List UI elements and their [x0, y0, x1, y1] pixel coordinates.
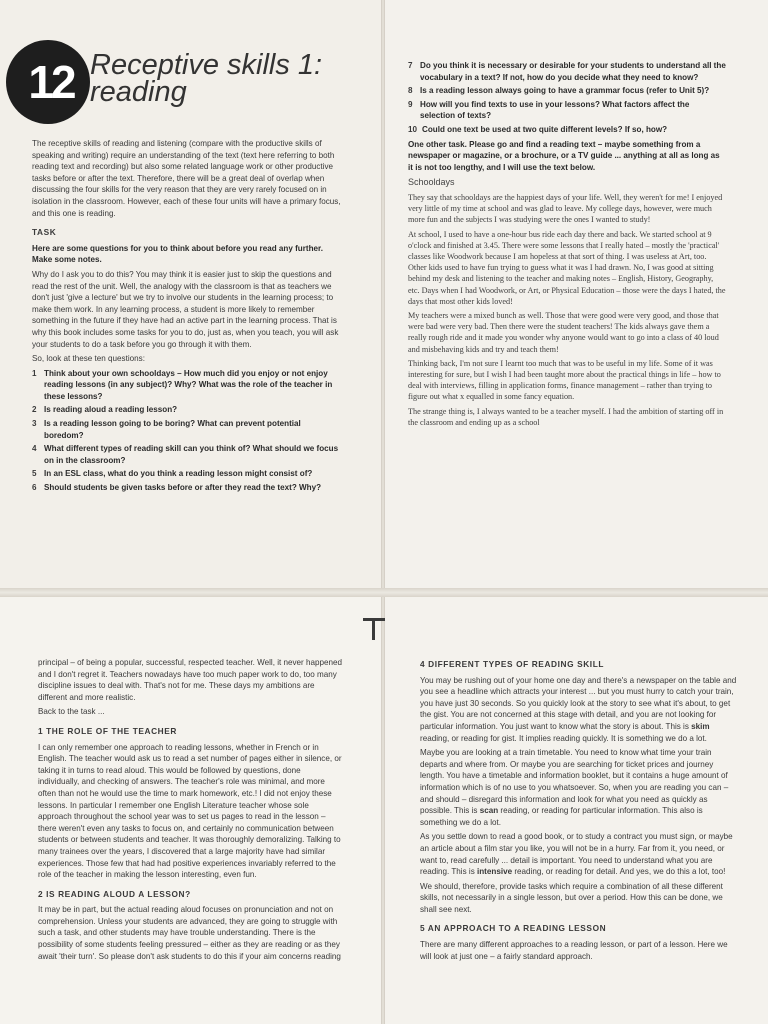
- chapter-title-line2: reading: [90, 76, 187, 108]
- schooldays-end: principal – of being a popular, successful, respected teacher. Well, it never happened and I don't regret it. Teachers nowadays have too much paper work to do, too many discipline issues to deal with. That's not for me. These days my ambitions are different and more realistic.: [38, 658, 343, 702]
- section-paragraph: We should, therefore, provide tasks which require a combination of all these different skills, not necessarily in a single lesson, but over a period. How this can be done, we shall see next.: [420, 881, 723, 914]
- page-bottom-right: [384, 595, 768, 1024]
- question-item: 4 What different types of reading skill can you think of? What should we focus on in the classroom?: [32, 444, 339, 465]
- question-item: 8 Is a reading lesson always going to have a grammar focus (refer to Unit 5)?: [408, 86, 710, 96]
- page-top-right: [384, 0, 768, 590]
- question-item: 1 Think about your own schooldays – How much did you enjoy or not enjoy reading lessons (in any subject)? Why? What was the role of the teacher in these lessons?: [32, 368, 333, 401]
- scan-page-divider: [0, 588, 768, 597]
- question-item: 3 Is a reading lesson going to be boring? What can prevent potential boredom?: [32, 419, 301, 440]
- task-paragraph: Why do I ask you to do this? You may think it is easier just to skip the questions and read the rest of the unit. Well, the analogy with the classroom is that as teachers we don't just 'give a lecture' but we try to involve our students in the learning process; to make them work. In any learning process, a student is more likely to remember something in the future if they have had an active part in the learning process. That is why this book includes some tasks for you to do, just as, when you teach, you will ask your students to do a task before you go through it with them.: [32, 269, 339, 349]
- chapter-title-line1: Receptive skills 1:: [90, 49, 323, 81]
- bl-body: [38, 657, 344, 965]
- section-paragraph: There are many different approaches to a reading lesson, or part of a lesson. Here we will look at just one – a fairly standard approach.: [420, 940, 728, 961]
- chapter-title: [90, 49, 323, 108]
- schooldays-paragraph: Thinking back, I'm not sure I learnt too much that was to be useful in my life. Some of it was interesting for sure, but I wish I had been taught more about the practical things in life – how to deal with interviews, filling in application forms, finance management – rather than trying to figure out what x equalled in some fancy equation.: [408, 358, 721, 402]
- section-heading-reading-aloud: 2 IS READING ALOUD A LESSON?: [38, 888, 191, 899]
- schooldays-title: Schooldays: [408, 177, 455, 188]
- page-top-left: [0, 0, 382, 590]
- intro-paragraph: The receptive skills of reading and listening (compare with the productive skills of speaking and writing) require an understanding of the text (text here referring to both reading text and recording) but also some related language work or other productive tasks before or after the text. Therefore, there will be a great deal of overlap when discussing the four skills for the very reason that they are very rarely focused on in isolation in the classroom. However, each of these four units will have a primary focus, and this one is reading.: [32, 139, 341, 218]
- schooldays-paragraph: The strange thing is, I always wanted to be a teacher myself. I had the ambition of starting off in the classroom and ending up as a school: [408, 406, 724, 427]
- question-item: 5 In an ESL class, what do you think a reading lesson might consist of?: [32, 469, 313, 479]
- schooldays-text: [408, 192, 726, 428]
- so-look-line: So, look at these ten questions:: [32, 354, 145, 364]
- intensive-paragraph: As you settle down to read a good book, or to study a contract you must sign, or maybe an article about a film star you like, you will not be in a hurry. Far from it, you need, or want to, read carefully ... detail is important. You need to understand what you are reading. This is intensive reading, or reading for detail. And yes, we do this a lot, too!: [420, 832, 733, 877]
- tl-body: [32, 138, 342, 496]
- section-paragraph: I can only remember one approach to reading lessons, whether in French or in English. The teacher would ask us to read a set number of pages either in silence, or taking it in turns to read aloud. This would be followed by questions, done individually, and checking of answers. The teacher's role was minimal, and more often than not he would use the time to mark homework, etc.! I did not enjoy these lessons. In particular I remember one English Literature teacher whose sole approach throughout the school year was to set us pages to read in the lesson – there weren't even any tasks to focus on, and certainly no communication between students or between students and teacher. It was thoroughly demoralizing. Talking to many trainees over the years, I discovered that a large majority have had similar experiences. Those few that had had positive experiences invariably referred to the role of the teacher in making the lesson interesting, even fun.: [38, 742, 342, 880]
- back-to-task: Back to the task ...: [38, 707, 105, 717]
- section-heading-approach: 5 AN APPROACH TO A READING LESSON: [420, 923, 607, 934]
- other-task: One other task. Please go and find a reading text – maybe something from a newspaper or magazine, or a brochure, or a TV guide ... anything at all as long as it is not too lengthy, and I will use the text below.: [408, 139, 720, 172]
- section-paragraph: It may be in part, but the actual reading aloud focuses on pronunciation and not on comprehension. Unless your students are advanced, they are going to struggle with such a task, and other students may have trouble understanding. There is the possibility of some students feeling pressured – either as they are reading or as they await 'their turn'. So please don't ask students to do this if your aim concerns reading: [38, 905, 341, 961]
- task-instruction: Here are some questions for you to think about before you read any further. Make some notes.: [32, 243, 323, 265]
- task-heading: TASK: [32, 227, 57, 238]
- scan-paragraph: Maybe you are looking at a train timetable. You need to know what time your train departs and where from. Or maybe you are searching for ticket prices and journey length. You have a timetable and information booklet, but it contains a huge amount of information which is of no use to you whatsoever. So, when you are reading you can – and should – disregard this information and look for what you need as quickly as possible. This is scan reading, or reading for particular information. This also is something we do a lot.: [420, 748, 729, 827]
- questions-list-1: [32, 368, 342, 494]
- schooldays-paragraph: They say that schooldays are the happiest days of your life. Well, they weren't for me! I enjoyed very little of my time at school and was glad to leave. My college days, however, were much more fun and the subjects I was studying were the ones I wanted to study!: [408, 192, 723, 225]
- section-heading-role-of-teacher: 1 THE ROLE OF THE TEACHER: [38, 725, 177, 736]
- question-item: 9 How will you find texts to use in your lessons? What factors affect the selection of texts?: [408, 99, 690, 121]
- schooldays-paragraph: At school, I used to have a one-hour bus ride each day there and back. We started school at 9 o'clock and finished at 3.45. There were some lessons that I really hated – mostly the 'practical' classes like Woodwork because I am hopeless at that sort of thing. I was useless at Art, too. Other kids used to have fun trying to guess what it was I had drawn. No, I was good at sitting behind my desk and listening to the teacher and making notes – English, History, Geography, etc. Days when I had Woodwork, or Art, or Physical Education – those were the days I hated, the days that most other kids loved!: [408, 229, 726, 306]
- schooldays-paragraph: My teachers were a mixed bunch as well. Those that were good were very good, and those that were bad were very bad. Then there were the student teachers! The kids always gave them a really rough ride and it made you wonder why anyone would want to go into a class of 40 loud and misbehaving kids and try and teach them!: [408, 310, 719, 354]
- section-heading-reading-skills: 4 DIFFERENT TYPES OF READING SKILL: [420, 659, 605, 669]
- page-bottom-left: [0, 595, 382, 1024]
- br-body: [420, 657, 738, 965]
- question-item: 7 Do you think it is necessary or desirable for your students to understand all the vocabulary in a text? If not, how do you decide what they need to know?: [408, 61, 726, 82]
- question-item: 10 Could one text be used at two quite different levels? If so, how?: [408, 124, 668, 134]
- book-gutter: [381, 0, 385, 1024]
- chapter-number: 12: [28, 56, 74, 108]
- tr-body: [408, 60, 726, 431]
- skim-paragraph: You may be rushing out of your home one day and there's a newspaper on the table and you see a headline which attracts your interest ... but you must hurry to catch your train, you have just 30 seconds. So you quickly look at the story to see what it's about, to get the gist. You are not concerned at this stage with detail, and you are not looking for particular information. You just want to know what the story is about. This is skim reading, or reading for gist. It implies reading quickly. It is something we do a lot.: [420, 675, 737, 743]
- chapter-number-badge: [6, 40, 90, 124]
- crop-mark: [372, 620, 375, 640]
- question-item: 6 Should students be given tasks before or after they read the text? Why?: [32, 483, 322, 493]
- question-item: 2 Is reading aloud a reading lesson?: [32, 405, 178, 415]
